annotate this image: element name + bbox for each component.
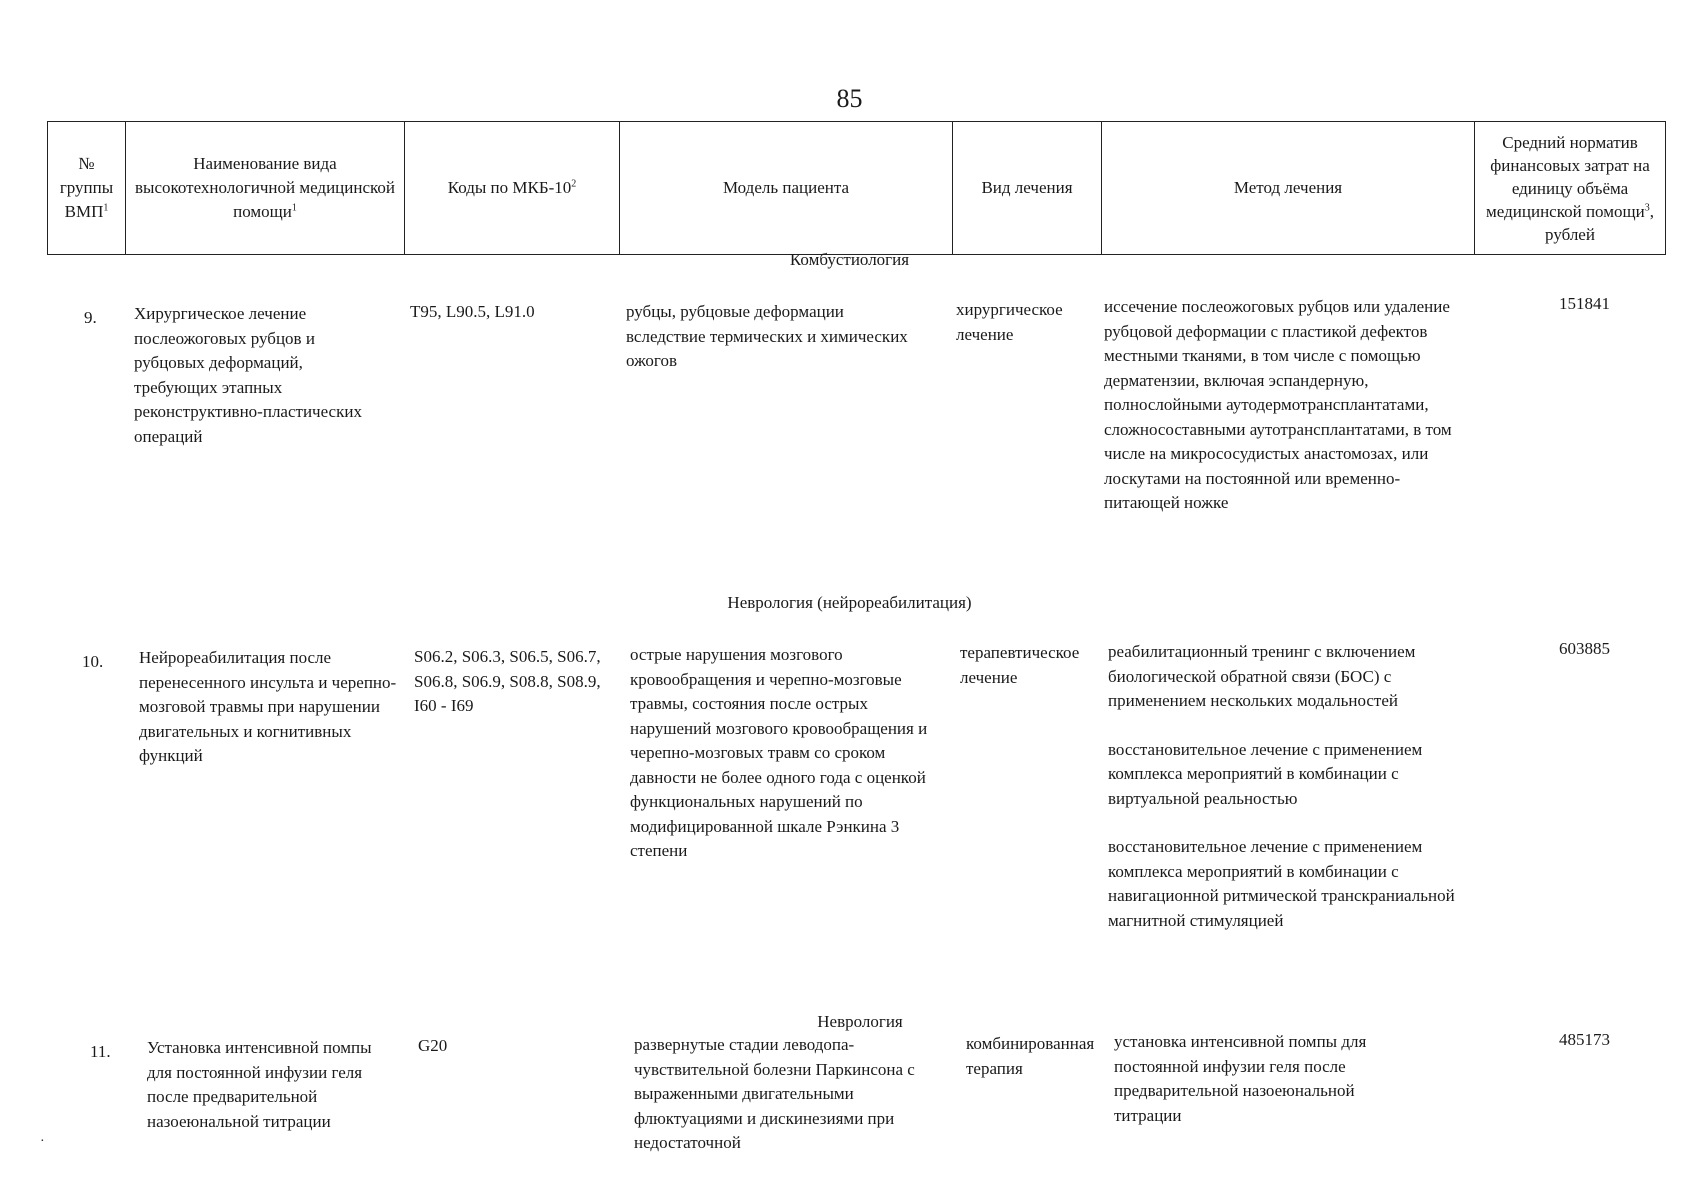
care-type-cell: Хирургическое лечение послеожоговых рубцов и рубцовых деформаций, требующих этапных реконструктивно-пластических операций xyxy=(134,304,362,446)
icd-codes-cell: G20 xyxy=(418,1036,448,1055)
row-number: 10. xyxy=(82,652,104,671)
header-icd-codes: Коды по МКБ-$10^2$ xyxy=(405,122,620,255)
icd-codes-cell: S06.2, S06.3, S06.5, S06.7, S06.8, S06.9, S08.8, S08.9, I60 - I69 xyxy=(414,647,601,715)
treatment-method-cell xyxy=(1114,1030,1424,1152)
row-number: 9. xyxy=(84,308,97,327)
page-number: 85 xyxy=(836,84,863,113)
treatment-method-cell xyxy=(1108,640,1468,957)
margin-mark: · xyxy=(40,1134,45,1149)
header-group-number: № группы ВМП$^1$ xyxy=(48,122,126,255)
cost-cell: 603885 xyxy=(1559,639,1610,658)
patient-model-cell: острые нарушения мозгового кровообращения и черепно-мозговые травмы, состояния после острых нарушений мозгового кровообращения и черепно-мозговых травм со сроком давности не более одного года с оценкой функциональных нарушений по модифицированной шкале Рэнкина 3 степени xyxy=(630,645,928,860)
cost-cell: 151841 xyxy=(1559,294,1610,313)
care-type-cell: Установка интенсивной помпы для постоянной инфузии геля после предварительной назоеюнальной титрации xyxy=(147,1038,372,1131)
treatment-method-item: восстановительное лечение с применением комплекса мероприятий в комбинации с виртуальной реальностью xyxy=(1108,739,1423,808)
header-treatment-type: Вид лечения xyxy=(953,122,1102,255)
row-number: 11. xyxy=(90,1042,111,1061)
treatment-type-cell: комбинированная терапия xyxy=(966,1034,1095,1078)
cost-cell: 485173 xyxy=(1559,1030,1610,1049)
treatment-method-item: реабилитационный тренинг с включением биологической обратной связи (БОС) с применением нескольких модальностей xyxy=(1108,642,1416,710)
header-cost: Средний норматив финансовых затрат на единицу объёма медицинской помощи$^3$, рублей xyxy=(1475,122,1666,255)
header-care-type: Наименование вида высокотехнологичной медицинской помощи$^1$ xyxy=(126,122,405,255)
icd-codes-cell: T95, L90.5, L91.0 xyxy=(410,302,535,321)
patient-model-cell: рубцы, рубцовые деформации вследствие термических и химических ожогов xyxy=(626,302,908,370)
treatment-type-cell: терапевтическое лечение xyxy=(960,643,1080,687)
table-header xyxy=(47,121,1666,255)
treatment-type-cell: хирургическое лечение xyxy=(956,300,1063,344)
header-treatment-method: Метод лечения xyxy=(1102,122,1475,255)
section-title-neurology: Неврология xyxy=(817,1012,903,1031)
header-patient-model: Модель пациента xyxy=(620,122,953,255)
treatment-method-cell xyxy=(1104,295,1474,540)
section-title-neurorehabilitation: Неврология (нейрореабилитация) xyxy=(727,593,972,612)
treatment-method-item: установка интенсивной помпы для постоянной инфузии геля после предварительной назоеюнальной титрации xyxy=(1114,1032,1367,1125)
treatment-method-item: иссечение послеожоговых рубцов или удаление рубцовой деформации с пластикой дефектов местными тканями, в том числе с помощью дерматензии, включая эспандерную, полнослойными аутодермотрансплантатами, сложносоставными аутотрансплантатами, в том числе на микрососудистых анастомозах, или лоскутами на постоянной или временно-питающей ножке xyxy=(1104,297,1452,512)
patient-model-cell: развернутые стадии леводопа-чувствительной болезни Паркинсона с выраженными двигательными флюктуациями и дискинезиями при недостаточной xyxy=(634,1035,915,1152)
section-title-combustiology: Комбустиология xyxy=(789,250,910,269)
care-type-cell: Нейрореабилитация после перенесенного инсульта и черепно-мозговой травмы при нарушении двигательных и когнитивных функций xyxy=(139,648,397,765)
treatment-method-item: восстановительное лечение с применением комплекса мероприятий в комбинации с навигационной ритмической транскраниальной магнитной стимуляцией xyxy=(1108,837,1455,930)
